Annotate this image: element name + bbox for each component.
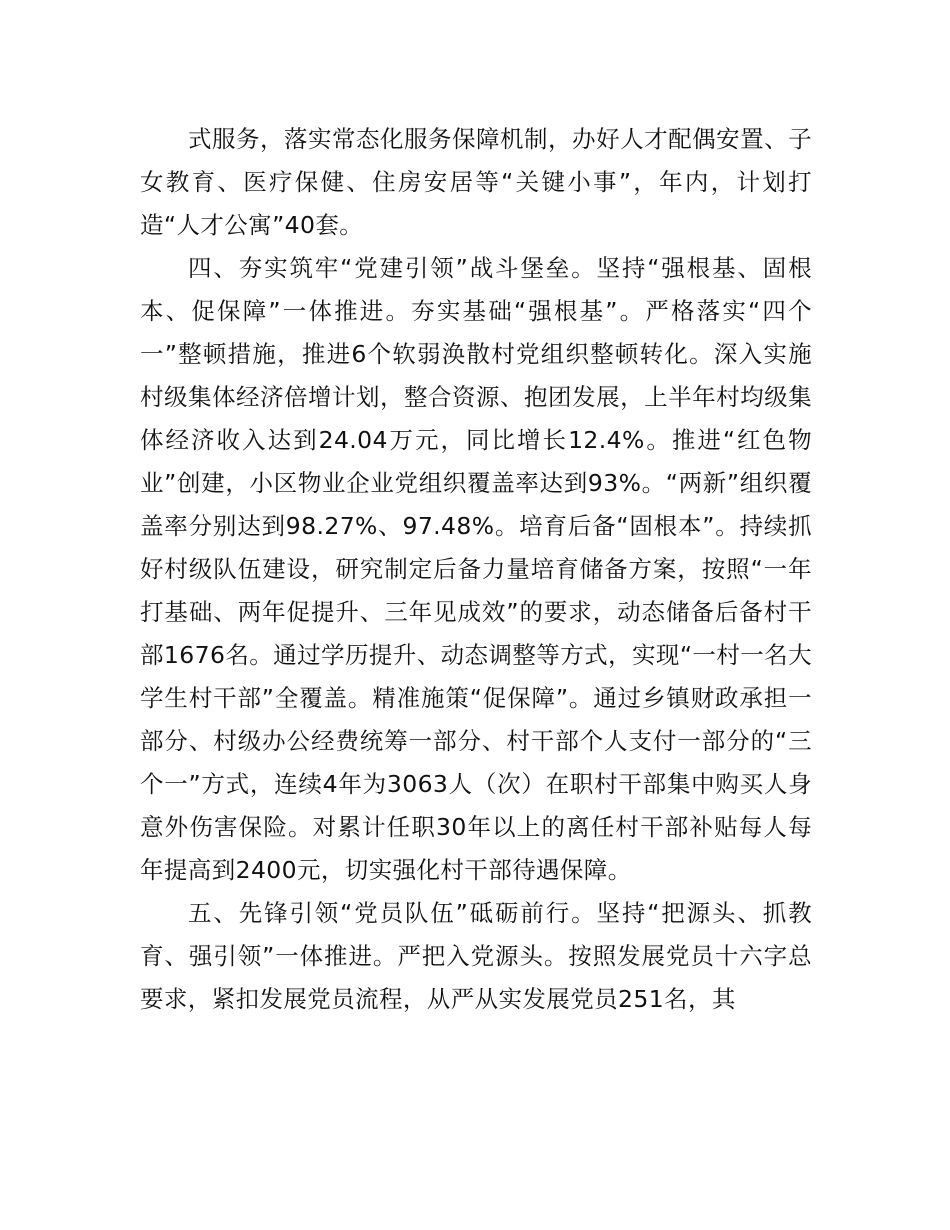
paragraph-party-building: 四、夯实筑牢“党建引领”战斗堡垒。坚持“强根基、固根本、促保障”一体推进。夯实基础“强根基”。严格落实“四个一”整顿措施，推进6个软弱涣散村党组织整顿转化。深入实施村级集体经济倍增计划，整合资源、抱团发展，上半年村均级集体经济收入达到24.04万元，同比增长12.4%。推进“红色物业”创建，小区物业企业党组织覆盖率达到93%。“两新”组织覆盖率分别达到98.27%、97.48%。培育后备“固根本”。持续抓好村级队伍建设，研究制定后备力量培育储备方案，按照“一年打基础、两年促提升、三年见成效”的要求，动态储备后备村干部1676名。通过学历提升、动态调整等方式，实现“一村一名大学生村干部”全覆盖。精准施策“促保障”。通过乡镇财政承担一部分、村级办公经费统筹一部分、村干部个人支付一部分的“三个一”方式，连续4年为3063人（次）在职村干部集中购买人身意外伤害保险。对累计任职30年以上的离任村干部补贴每人每年提高到2400元，切实强化村干部待遇保障。 xyxy=(140,254,812,884)
paragraph-talent-services: 式服务，落实常态化服务保障机制，办好人才配偶安置、子女教育、医疗保健、住房安居等“关键小事”，年内，计划打造“人才公寓”40套。 xyxy=(140,125,812,239)
paragraph-party-members: 五、先锋引领“党员队伍”砥砺前行。坚持“把源头、抓教育、强引领”一体推进。严把入党源头。按照发展党员十六字总要求，紧扣发展党员流程，从严从实发展党员251名，其 xyxy=(140,899,812,1013)
document-body xyxy=(140,118,812,1021)
